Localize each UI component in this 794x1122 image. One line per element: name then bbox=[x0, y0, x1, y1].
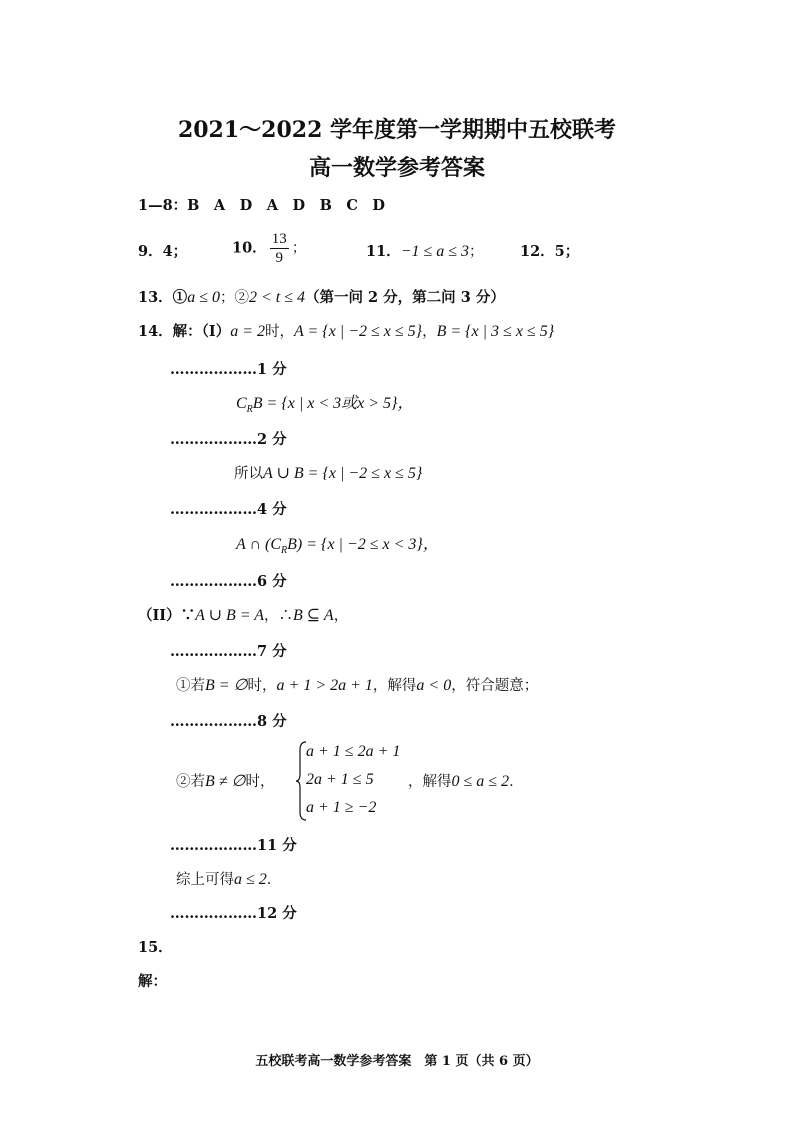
score-11: ………………11 分 bbox=[170, 837, 297, 854]
step-complement-b bbox=[236, 394, 413, 420]
step-union bbox=[234, 464, 422, 484]
part2-label: （II）∵ bbox=[138, 607, 196, 624]
q14-comma: ， bbox=[422, 324, 437, 340]
title-line-2: 高一数学参考答案 bbox=[308, 155, 485, 181]
summary-prefix: 综上可得 bbox=[176, 872, 234, 888]
system-row-3: a + 1 ≥ −2 bbox=[306, 799, 377, 816]
answers-1-8: 1—8：B A D A D B C D bbox=[138, 197, 385, 214]
q14-set-a: A = {x | −2 ≤ x ≤ 5} bbox=[294, 323, 423, 340]
answer-12: 12．5； bbox=[520, 243, 580, 260]
case-1-tail: ，符合题意； bbox=[451, 678, 539, 694]
answer-13-part1: a ≤ 0 bbox=[187, 289, 220, 306]
answer-11 bbox=[366, 242, 484, 262]
case-2-when: 时， bbox=[245, 774, 275, 790]
case-2-result-line bbox=[408, 772, 524, 792]
intersection-right: B) = {x | −2 ≤ x < 3}， bbox=[287, 536, 439, 553]
summary-math: a ≤ 2 bbox=[234, 871, 267, 888]
score-1: ………………1 分 bbox=[170, 361, 287, 378]
part2-therefore: ，∴ bbox=[264, 608, 294, 624]
part2-union: A ∪ B = A bbox=[195, 607, 265, 624]
score-2: ………………2 分 bbox=[170, 431, 287, 448]
case-2-condition: B ≠ ∅ bbox=[205, 773, 246, 790]
page-footer: 五校联考高一数学参考答案 第 1 页（共 6 页） bbox=[255, 1054, 539, 1069]
case-1 bbox=[176, 676, 538, 696]
answer-13-note: （第一问 2 分，第二问 3 分） bbox=[305, 289, 505, 306]
q14-set-b: B = {x | 3 ≤ x ≤ 5} bbox=[436, 323, 555, 340]
q14-part1-setup bbox=[138, 322, 554, 342]
score-8: ………………8 分 bbox=[170, 713, 287, 730]
case-2-prefix: ②若 bbox=[176, 774, 205, 790]
question-15-solution: 解： bbox=[138, 973, 167, 990]
case-2-lead bbox=[176, 772, 275, 792]
complement-symbol: C bbox=[236, 395, 247, 412]
part2-subset: B ⊆ A bbox=[293, 607, 334, 624]
step-union-expression: A ∪ B = {x | −2 ≤ x ≤ 5} bbox=[263, 465, 423, 482]
answer-13-label: 13．① bbox=[138, 289, 188, 306]
answer-9: 9．4； bbox=[138, 243, 188, 260]
answer-10 bbox=[232, 230, 306, 267]
answer-13 bbox=[138, 288, 505, 308]
complement-expression: B = {x | x < 3或x > 5}， bbox=[252, 395, 414, 412]
question-15-label: 15． bbox=[138, 939, 173, 956]
system-row-2: 2a + 1 ≤ 5 bbox=[306, 771, 374, 788]
case-2-result: 0 ≤ a ≤ 2 bbox=[451, 773, 510, 790]
intersection-left: A ∩ (C bbox=[236, 536, 282, 553]
summary bbox=[176, 870, 281, 890]
answer-13-part2: 2 < t ≤ 4 bbox=[248, 289, 305, 306]
answer-10-denominator: 9 bbox=[275, 250, 283, 266]
q14-label: 14．解：（I） bbox=[138, 323, 231, 340]
complement-subscript: R bbox=[246, 403, 253, 415]
case-2-tail: ． bbox=[509, 774, 524, 790]
case-1-condition: B = ∅ bbox=[205, 677, 248, 694]
score-7: ………………7 分 bbox=[170, 643, 287, 660]
answer-10-tail: ； bbox=[291, 240, 307, 257]
case-1-solve: ，解得 bbox=[372, 678, 417, 694]
case-1-inequality: a + 1 > 2a + 1 bbox=[276, 677, 373, 694]
case-2-solve: ，解得 bbox=[408, 774, 452, 790]
step-union-prefix: 所以 bbox=[234, 466, 263, 482]
case-1-prefix: ①若 bbox=[176, 678, 205, 694]
summary-tail: ． bbox=[266, 872, 282, 888]
answer-11-label: 11． bbox=[366, 243, 401, 260]
case-1-result: a < 0 bbox=[416, 677, 452, 694]
answer-13-sep: ；② bbox=[219, 290, 249, 306]
answer-10-fraction bbox=[270, 230, 289, 267]
case-1-when: 时， bbox=[247, 678, 277, 694]
answer-10-numerator: 13 bbox=[271, 231, 287, 247]
score-4: ………………4 分 bbox=[170, 501, 287, 518]
answer-11-math: −1 ≤ a ≤ 3 bbox=[400, 243, 470, 260]
q14-condition: a = 2 bbox=[230, 323, 266, 340]
step-intersection bbox=[236, 535, 439, 561]
intersection-subscript: R bbox=[281, 544, 288, 556]
answer-10-label: 10． bbox=[232, 239, 267, 257]
score-12: ………………12 分 bbox=[170, 905, 297, 922]
system-row-1: a + 1 ≤ 2a + 1 bbox=[306, 743, 401, 760]
title-line-1: 2021～2022 学年度第一学期期中五校联考 bbox=[177, 117, 617, 143]
q14-when: 时， bbox=[265, 324, 295, 340]
answer-11-tail: ； bbox=[469, 244, 484, 260]
part2-tail: ， bbox=[333, 608, 349, 624]
score-6: ………………6 分 bbox=[170, 573, 287, 590]
q14-part2-setup bbox=[138, 606, 348, 626]
case-2-inequality-system bbox=[296, 740, 401, 822]
